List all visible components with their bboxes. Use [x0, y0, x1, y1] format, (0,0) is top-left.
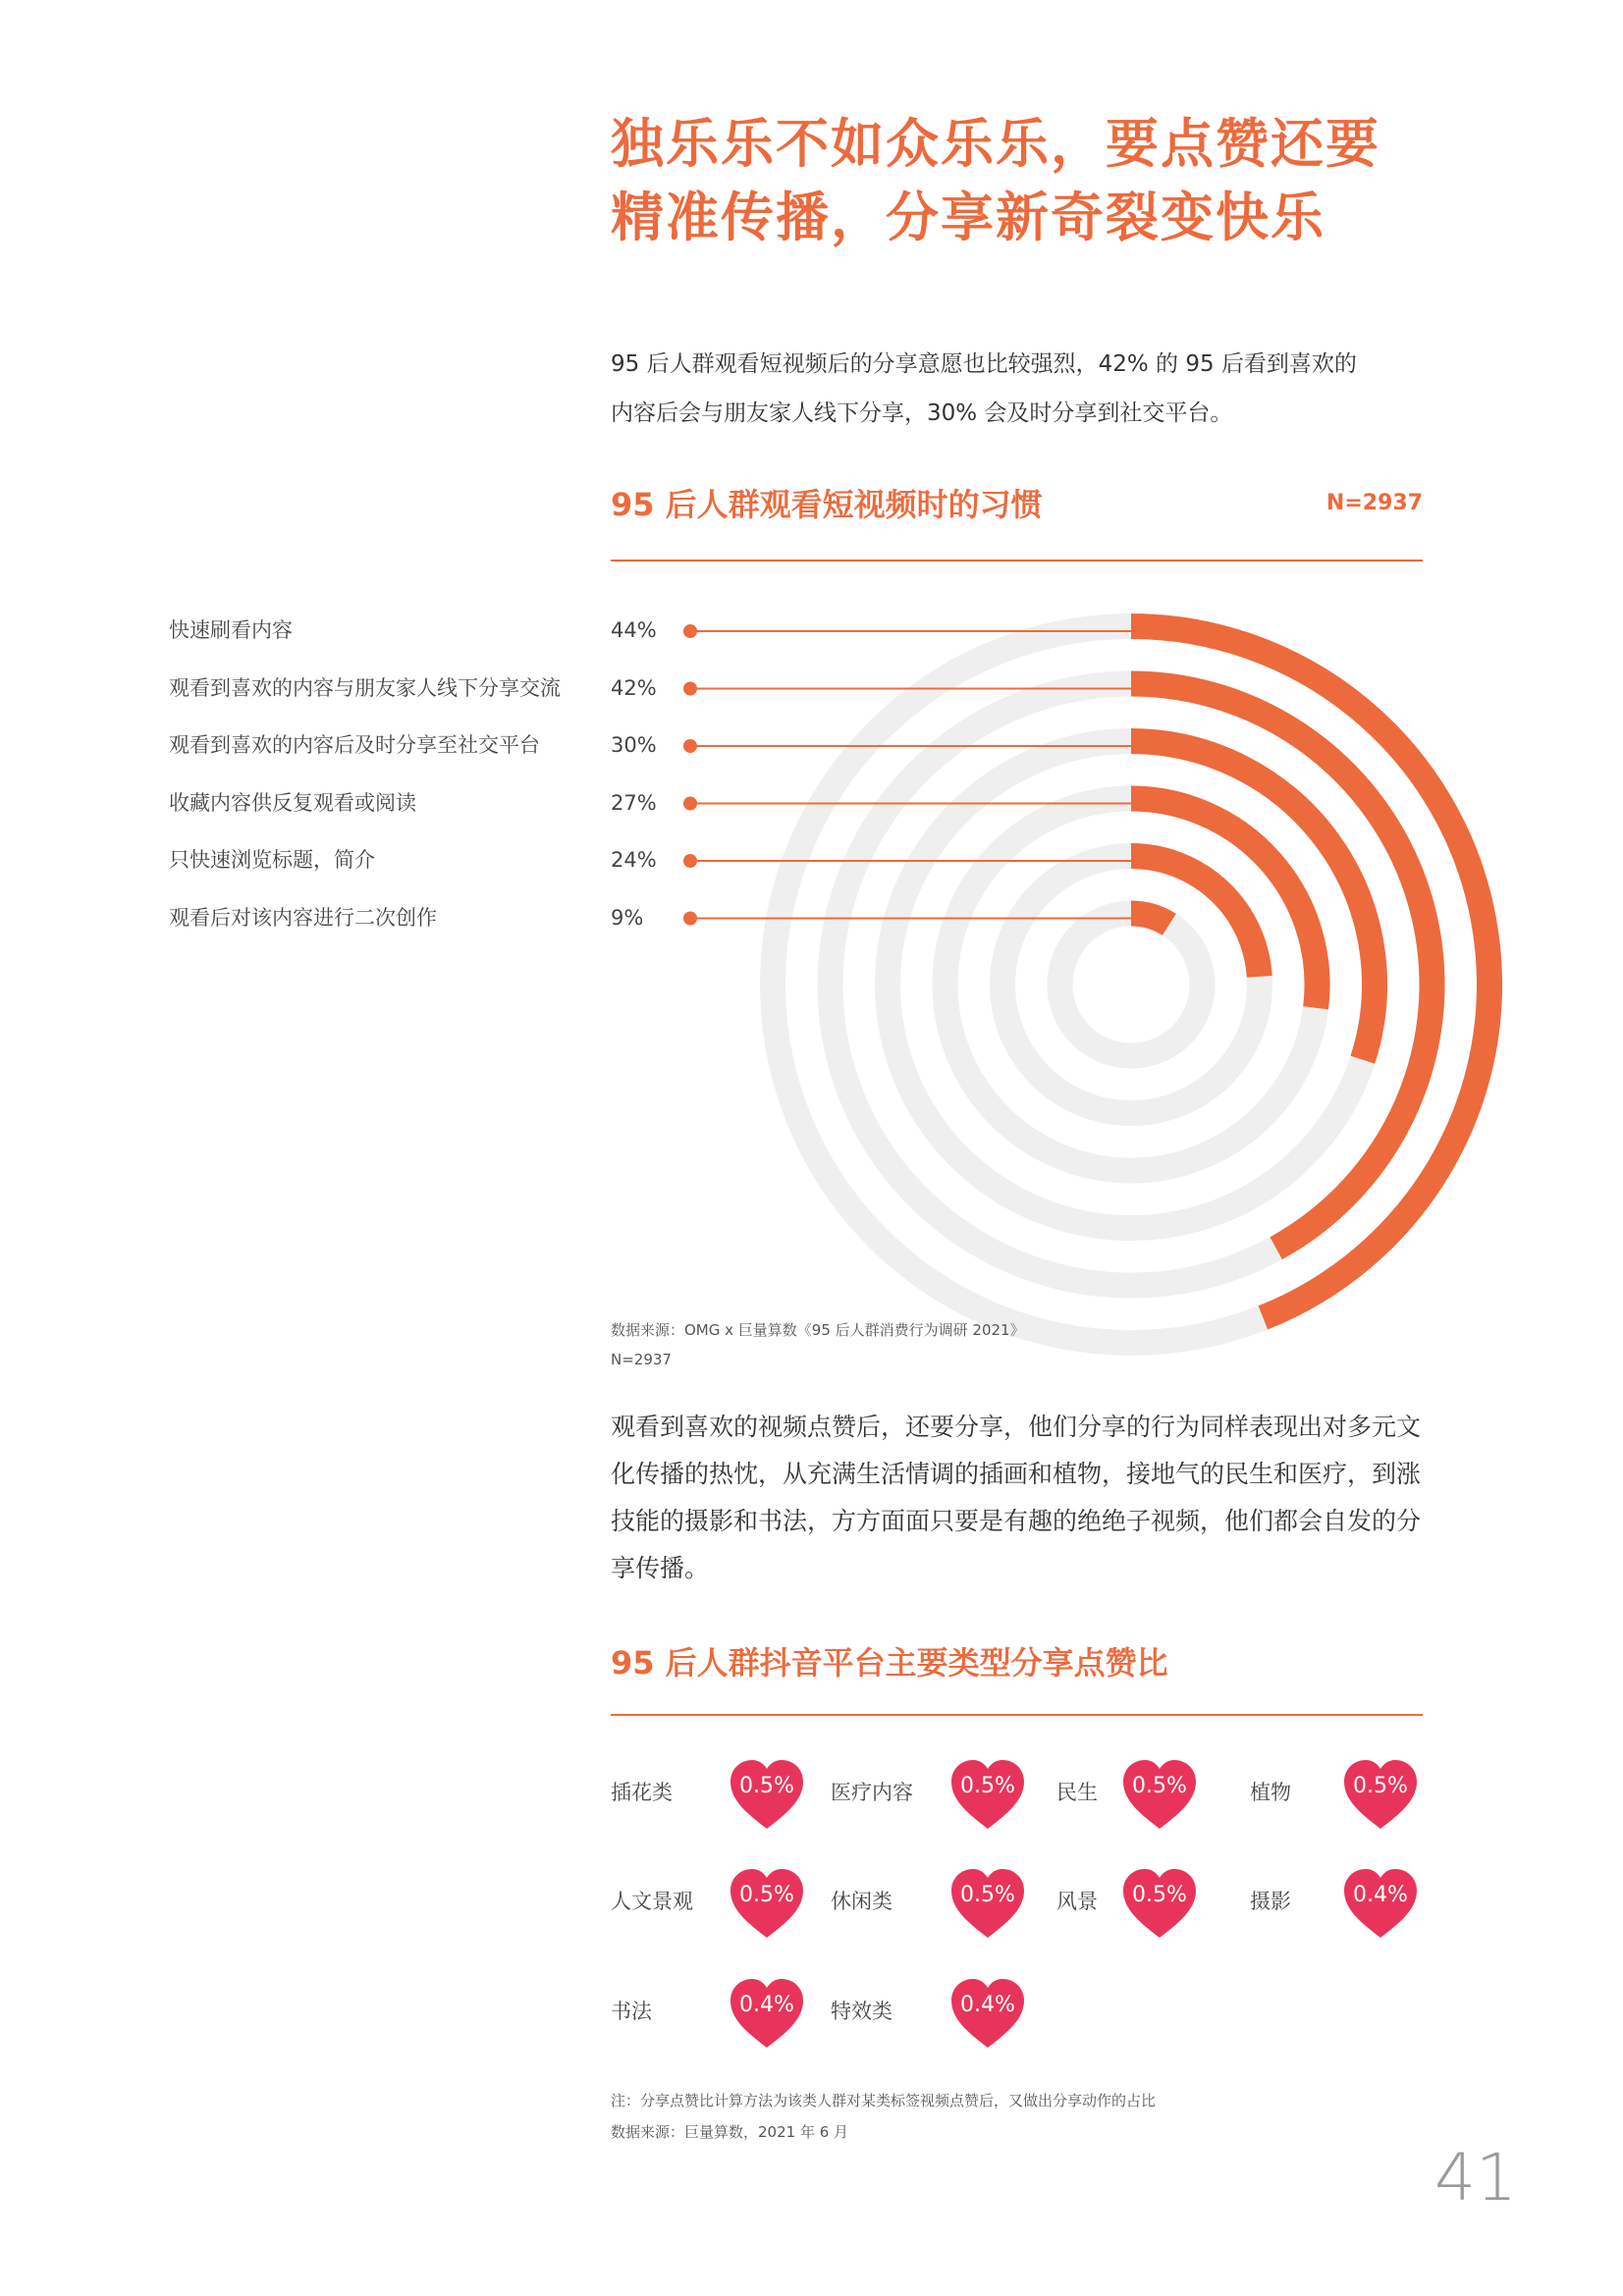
heart-badge	[1341, 1867, 1420, 1940]
habit-value-label: 42%	[611, 676, 657, 700]
heart-value: 0.5%	[739, 1774, 794, 1798]
heart-value: 0.4%	[1353, 1883, 1408, 1907]
page-number: 41	[1434, 2140, 1517, 2216]
page-title-line-1: 独乐乐不如众乐乐，要点赞还要	[611, 113, 1380, 175]
habits-source-line-1: 数据来源：OMG x 巨量算数《95 后人群消费行为调研 2021》	[611, 1321, 1025, 1339]
habit-value-label: 24%	[611, 848, 657, 872]
share-item-label: 医疗内容	[831, 1781, 913, 1804]
heart-value: 0.4%	[960, 1993, 1015, 2017]
habits-section-title: 95 后人群观看短视频时的习惯	[611, 486, 1043, 523]
heart-value: 0.5%	[1132, 1883, 1187, 1907]
habit-category-label: 观看到喜欢的内容与朋友家人线下分享交流	[169, 676, 561, 700]
share-item-label: 人文景观	[611, 1890, 693, 1913]
share-note	[611, 2085, 1156, 2148]
heart-value: 0.5%	[960, 1774, 1015, 1798]
share-item-label: 风景	[1056, 1890, 1098, 1913]
habits-source-line-2: N=2937	[611, 1351, 672, 1368]
share-item-label: 特效类	[831, 2000, 893, 2023]
heart-value: 0.5%	[1132, 1774, 1187, 1798]
radial-leader-dot	[683, 624, 697, 638]
habit-value-label: 30%	[611, 733, 657, 757]
share-section-rule	[611, 1714, 1423, 1716]
heart-badge	[728, 1867, 806, 1940]
radial-leader-dot	[683, 912, 697, 926]
share-item-label: 休闲类	[831, 1890, 893, 1913]
heart-badge	[1120, 1758, 1199, 1831]
body-line-1: 观看到喜欢的视频点赞后，还要分享，他们分享的行为同样表现出对多元文	[611, 1413, 1422, 1441]
habit-category-label: 只快速浏览标题，简介	[169, 848, 375, 872]
share-source-line: 数据来源：巨量算数，2021 年 6 月	[611, 2123, 849, 2141]
body-line-2: 化传播的热忱，从充满生活情调的插画和植物，接地气的民生和医疗，到涨	[611, 1460, 1422, 1488]
heart-badge	[728, 1977, 806, 2050]
habit-category-label: 收藏内容供反复观看或阅读	[169, 791, 416, 815]
habit-category-label: 观看到喜欢的内容后及时分享至社交平台	[169, 733, 540, 757]
heart-badge	[1341, 1758, 1420, 1831]
share-note-line-1: 注：分享点赞比计算方法为该类人群对某类标签视频点赞后，又做出分享动作的占比	[611, 2092, 1157, 2109]
radial-leader-dot	[683, 739, 697, 753]
share-item-label: 摄影	[1250, 1890, 1291, 1913]
page-title-line-2: 精准传播，分享新奇裂变快乐	[611, 187, 1325, 248]
heart-value: 0.5%	[960, 1883, 1015, 1907]
heart-badge	[728, 1758, 806, 1831]
radial-leader-dot	[683, 682, 697, 696]
share-item-label: 书法	[611, 2000, 652, 2023]
share-item-label: 植物	[1250, 1781, 1291, 1804]
intro-line-2: 内容后会与朋友家人线下分享，30% 会及时分享到社交平台。	[611, 400, 1233, 426]
habit-value-label: 9%	[611, 906, 644, 930]
body-line-4: 享传播。	[611, 1554, 710, 1582]
heart-badge	[948, 1867, 1027, 1940]
body-line-3: 技能的摄影和书法，方方面面只要是有趣的绝绝子视频，他们都会自发的分	[611, 1507, 1422, 1535]
habit-value-label: 44%	[611, 618, 657, 642]
heart-value: 0.4%	[739, 1993, 794, 2017]
radial-leader-dot	[683, 797, 697, 811]
heart-value: 0.5%	[1353, 1774, 1408, 1798]
share-item-label: 民生	[1056, 1781, 1098, 1804]
heart-value: 0.5%	[739, 1883, 794, 1907]
share-item-label: 插花类	[611, 1781, 673, 1804]
habit-category-label: 快速刷看内容	[169, 618, 293, 642]
intro-line-1: 95 后人群观看短视频后的分享意愿也比较强烈，42% 的 95 后看到喜欢的	[611, 351, 1357, 377]
habits-sample-size: N=2937	[1325, 491, 1423, 515]
share-section-title: 95 后人群抖音平台主要类型分享点赞比	[611, 1644, 1168, 1682]
body-paragraph	[611, 1404, 1435, 1592]
radial-leader-dot	[683, 854, 697, 868]
radial-value-arc	[1131, 914, 1169, 925]
radial-track-ring	[1060, 914, 1203, 1056]
heart-badge	[948, 1977, 1027, 2050]
habit-category-label: 观看后对该内容进行二次创作	[169, 906, 437, 930]
habit-value-label: 27%	[611, 791, 657, 815]
heart-badge	[1120, 1867, 1199, 1940]
habits-source	[611, 1315, 1025, 1374]
heart-badge	[948, 1758, 1027, 1831]
